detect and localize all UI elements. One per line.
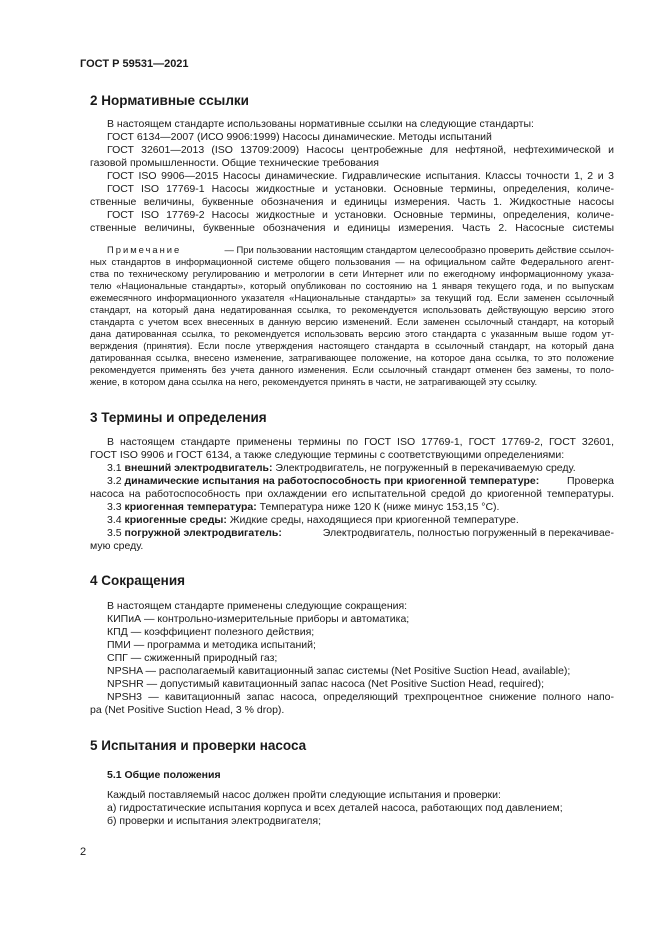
reference-item: ГОСТ ISO 17769-1 Насосы жидкостные и установки. Основные термины, определения, количе- xyxy=(107,183,614,195)
abbreviation-item: КИПиА — контрольно-измерительные приборы и автоматика; xyxy=(107,613,410,625)
note-label: Примечание xyxy=(107,244,182,255)
section-2-title: 2 Нормативные ссылки xyxy=(90,93,249,108)
note-line: — При пользовании настоящим стандартом целесообразно проверить действие ссылоч- xyxy=(224,244,614,255)
term-definition: Жидкие среды, находящиеся при криогенной температуре. xyxy=(226,514,519,526)
paragraph-line: В настоящем стандарте применены термины по ГОСТ ISO 17769-1, ГОСТ 17769-2, ГОСТ 32601, xyxy=(107,436,614,448)
term-definition: Проверка xyxy=(566,475,614,487)
term-name: погружной электродвигатель: xyxy=(124,527,282,539)
term-3-5 xyxy=(107,527,614,539)
term-3-3 xyxy=(107,501,499,513)
term-number: 3.2 xyxy=(107,475,125,487)
note-line: телю «Национальные стандарты», который опубликован по состоянию на 1 января текущего года, и по выпускам xyxy=(90,280,614,291)
paragraph-line: В настоящем стандарте применены следующие сокращения: xyxy=(107,600,408,612)
term-3-1 xyxy=(107,462,576,474)
note-line: дана датированная ссылка, то рекомендуется использовать версию этого стандарта с указанным выше годом ут- xyxy=(90,328,614,339)
term-definition: Температура ниже 120 К (ниже минус 153,15 °С). xyxy=(256,501,500,513)
reference-item-cont: ственные величины, буквенные обозначения и единицы измерения. Часть 1. Жидкостные насосы xyxy=(90,196,614,208)
section-5-title: 5 Испытания и проверки насоса xyxy=(90,738,307,753)
abbreviation-item: NPSH3 — кавитационный запас насоса, определяющий трехпроцентное снижение полного напо- xyxy=(107,691,614,703)
note-line: стандарта с учетом всех внесенных в данную версию изменений. Если заменен ссылочный стандарт, на который xyxy=(90,316,614,327)
abbreviation-item-cont: ра (Net Positive Suction Head, 3 % drop). xyxy=(90,704,285,716)
term-name: внешний электродвигатель: xyxy=(124,462,273,474)
reference-item: ГОСТ 6134—2007 (ИСО 9906:1999) Насосы динамические. Методы испытаний xyxy=(107,131,492,143)
section-4-title: 4 Сокращения xyxy=(90,573,185,588)
abbreviation-item: NPSHR — допустимый кавитационный запас насоса (Net Positive Suction Head, required); xyxy=(107,678,545,690)
reference-item: ГОСТ ISO 17769-2 Насосы жидкостные и установки. Основные термины, определения, количе- xyxy=(107,209,614,221)
note-line: датированная ссылка, внесено изменение, затрагивающее положение, на которое дана ссылка, то это положение xyxy=(90,352,614,363)
term-definition: Электродвигатель, не погруженный в перекачиваемую среду. xyxy=(272,462,576,474)
reference-item: ГОСТ ISO 9906—2015 Насосы динамические. Гидравлические испытания. Классы точности 1, 2 и 3 xyxy=(107,170,614,182)
term-number: 3.3 xyxy=(107,501,125,513)
document-header: ГОСТ Р 59531—2021 xyxy=(80,58,189,70)
note-line: рекомендуется применять без учета данного изменения. Если ссылочный стандарт отменен без замены, то поло- xyxy=(90,364,614,375)
note-line: ежемесячного информационного указателя «Национальные стандарты» за текущий год. Если заменен ссылочный xyxy=(90,292,614,303)
note-line: жение, в котором дана ссылка на него, рекомендуется принять в части, не затрагивающей эту ссылку. xyxy=(90,376,538,387)
section-3-title: 3 Термины и определения xyxy=(90,410,267,425)
note-line: ства по техническому регулированию и метрологии в сети Интернет или по ежегодному информационному указа- xyxy=(90,268,614,279)
abbreviation-item: NPSHA — располагаемый кавитационный запас системы (Net Positive Suction Head, available); xyxy=(107,665,571,677)
paragraph-line: В настоящем стандарте использованы нормативные ссылки на следующие стандарты: xyxy=(107,118,534,130)
term-definition-cont: насоса на работоспособность при охлаждении его испытательной средой до криогенной температуры. xyxy=(90,488,614,500)
abbreviation-item: ПМИ — программа и методика испытаний; xyxy=(107,639,316,651)
note-line: стандарт, на который дана недатированная ссылка, то рекомендуется использовать действующую версию этого xyxy=(90,304,614,315)
term-name: криогенные среды: xyxy=(124,514,227,526)
term-3-2 xyxy=(107,475,614,487)
term-name: динамические испытания на работоспособность при криогенной температуре: xyxy=(124,475,540,487)
term-definition-cont: мую среду. xyxy=(90,540,144,552)
term-3-4 xyxy=(107,514,519,526)
abbreviation-item: КПД — коэффициент полезного действия; xyxy=(107,626,315,638)
paragraph-line: ГОСТ ISO 9906 и ГОСТ 6134, а также следующие термины с соответствующими определениями: xyxy=(90,449,565,461)
note-line: ных стандартов в информационной системе общего пользования — на официальном сайте Федерального агент- xyxy=(90,256,614,267)
abbreviation-item: СПГ — сжиженный природный газ; xyxy=(107,652,278,664)
reference-item: ГОСТ 32601—2013 (ISO 13709:2009) Насосы центробежные для нефтяной, нефтехимической и xyxy=(107,144,614,156)
list-item: а) гидростатические испытания корпуса и всех деталей насоса, работающих под давлением; xyxy=(107,802,563,814)
reference-item-cont: ственные величины, буквенные обозначения и единицы измерения. Часть 2. Насосные системы xyxy=(90,222,614,234)
page-number: 2 xyxy=(80,846,87,858)
term-name: криогенная температура: xyxy=(124,501,257,513)
paragraph-line: Каждый поставляемый насос должен пройти следующие испытания и проверки: xyxy=(107,789,501,801)
reference-item-cont: газовой промышленности. Общие технические требования xyxy=(90,157,379,169)
note-line: верждения (принятия). Если после утверждения настоящего стандарта в ссылочный стандарт, на который дана xyxy=(90,340,614,351)
term-number: 3.4 xyxy=(107,514,125,526)
list-item: б) проверки и испытания электродвигателя; xyxy=(107,815,321,827)
term-number: 3.1 xyxy=(107,462,125,474)
term-number: 3.5 xyxy=(107,527,125,539)
subsection-5-1-title: 5.1 Общие положения xyxy=(107,769,221,781)
note-first-line xyxy=(107,244,614,255)
term-definition: Электродвигатель, полностью погруженный в перекачивае- xyxy=(322,527,614,539)
